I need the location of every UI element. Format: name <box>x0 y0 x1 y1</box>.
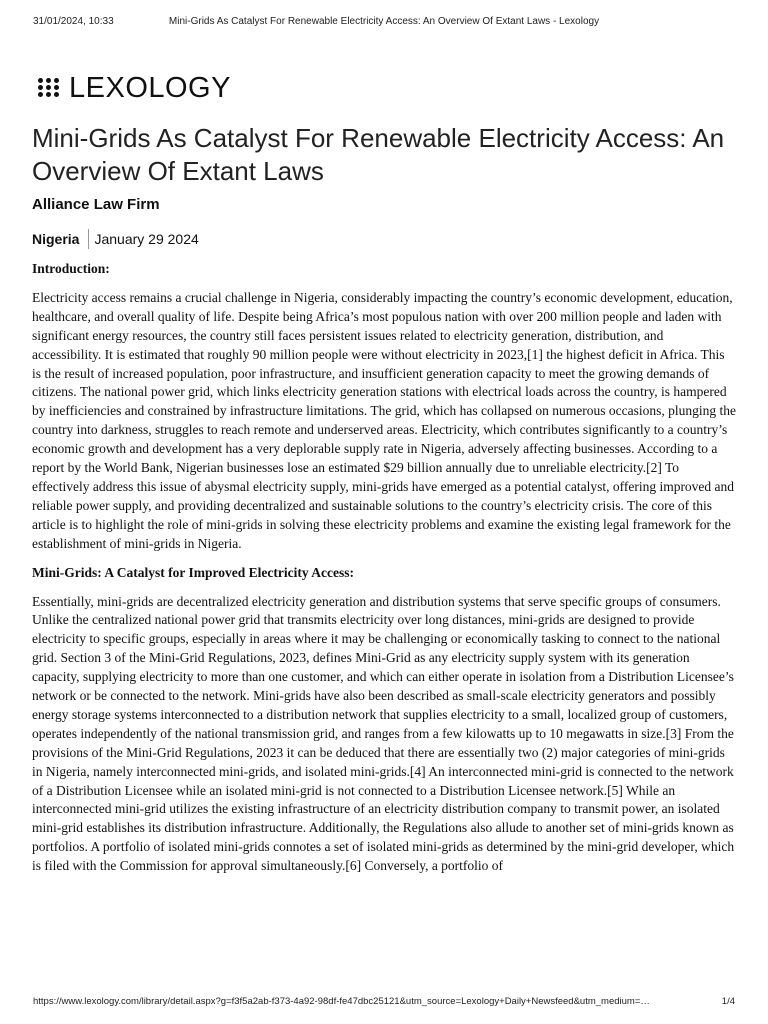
print-header <box>33 16 735 30</box>
article-title: Mini-Grids As Catalyst For Renewable Electricity Access: An Overview Of Extant Laws <box>32 123 725 186</box>
article-body <box>32 260 736 886</box>
author-firm[interactable]: Alliance Law Firm <box>32 196 160 213</box>
print-datetime: 31/01/2024, 10:33 <box>33 16 114 27</box>
logo-wordmark: LEXOLOGY <box>69 72 231 104</box>
print-page-title: Mini-Grids As Catalyst For Renewable Electricity Access: An Overview Of Extant Laws - Lexology <box>168 16 600 27</box>
intro-paragraph: Electricity access remains a crucial challenge in Nigeria, considerably impacting the country’s economic development, education, healthcare, and overall quality of life. Despite being Africa’s most populous nation with over 200 million people and laden with significant energy resources, the country still faces persistent issues related to electricity generation, distribution, and accessibility. It is estimated that roughly 90 million people were without electricity in 2023,[1] the highest deficit in Africa. This is the result of increased population, poor infrastructure, and insufficient generation capacity to meet the growing demands of citizens. The national power grid, which links electricity generation stations with electrical loads across the country, is hampered by inefficiencies and constrained by infrastructure limitations. The grid, which has collapsed on numerous occasions, plunging the country into darkness, struggles to reach remote and underserved areas. Electricity, which contributes significantly to a country’s economic growth and development has a very deplorable supply rate in Nigeria, adversely affecting businesses. According to a report by the World Bank, Nigerian businesses lose an estimated $29 billion annually due to unreliable electricity.[2] To effectively address this issue of abysmal electricity supply, mini-grids have emerged as a potential catalyst, offering improved and reliable power supply, and providing decentralized and sustainable solutions to the country’s electricity crisis. The core of this article is to highlight the role of mini-grids in solving these electricity problems and examine the existing legal framework for the establishment of mini-grids in Nigeria. <box>32 289 736 551</box>
section-heading-mini-grids: Mini-Grids: A Catalyst for Improved Electricity Access: <box>32 564 354 580</box>
lexology-logo[interactable] <box>38 74 231 102</box>
jurisdiction[interactable]: Nigeria <box>32 231 80 247</box>
page-url: https://www.lexology.com/library/detail.aspx?g=f3f5a2ab-f373-4a92-98df-fe47dbc25121&utm_source=Lexology+Daily+Newsfeed&utm_medium=… <box>33 996 650 1007</box>
article-meta <box>32 229 199 249</box>
section-heading-introduction: Introduction: <box>32 261 110 276</box>
meta-divider <box>88 229 89 249</box>
page-number: 1/4 <box>721 996 735 1007</box>
publish-date: January 29 2024 <box>94 231 199 247</box>
mini-grids-paragraph: Essentially, mini-grids are decentralized electricity generation and distribution systems that serve specific groups of consumers. Unlike the centralized national power grid that transmits electricity over long distances, mini-grids are designed to provide electricity to specific groups, especially in areas where it may be challenging or economically tasking to connect to the national grid. Section 3 of the Mini-Grid Regulations, 2023, defines Mini-Grid as any electricity supply system with its generation capacity, supplying electricity to more than one customer, and which can either operate in isolation from a Distribution Licensee’s network or be connected to the network. Mini-grids have also been described as small-scale electricity generators and possibly energy storage systems interconnected to a distribution network that supplies electricity to a small, localized group of customers, operates independently of the national transmission grid, and ranges from a few kilowatts up to 10 megawatts in size.[3] From the provisions of the Mini-Grid Regulations, 2023 it can be deduced that there are essentially two (2) major categories of mini-grids in Nigeria, namely interconnected mini-grids, and isolated mini-grids.[4] An interconnected mini-grid is connected to the network of a Distribution Licensee while an isolated mini-grid is not connected to a Distribution Licensee network.[5] While an interconnected mini-grid utilizes the existing infrastructure of an electricity distribution company to transmit power, an isolated mini-grid establishes its distribution infrastructure. Additionally, the Regulations also allude to another set of mini-grids known as portfolios. A portfolio of isolated mini-grids connotes a set of isolated mini-grids as determined by the mini-grid developer, which is filed with the Commission for approval simultaneously.[6] Conversely, a portfolio of <box>32 593 735 874</box>
lexology-dots-icon <box>38 78 62 98</box>
